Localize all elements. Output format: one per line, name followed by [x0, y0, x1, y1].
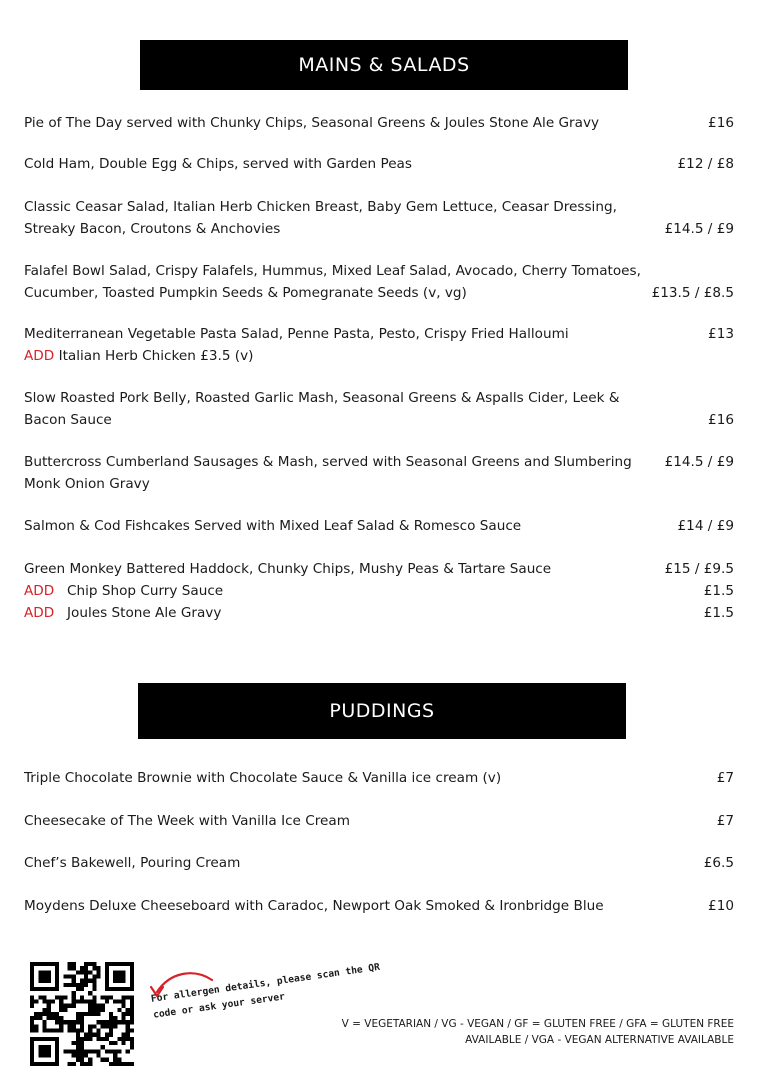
item-description: Buttercross Cumberland Sausages & Mash, served with Seasonal Greens and Slumbering Monk Onion Gravy	[24, 454, 632, 492]
add-on-text: Chip Shop Curry Sauce	[67, 583, 224, 599]
add-on-text: Italian Herb Chicken £3.5 (v)	[58, 348, 254, 364]
item-description: Moydens Deluxe Cheeseboard with Caradoc, Newport Oak Smoked & Ironbridge Blue	[24, 898, 604, 914]
item-description: Pie of The Day served with Chunky Chips, Seasonal Greens & Joules Stone Ale Gravy	[24, 115, 600, 131]
add-label: ADD	[24, 583, 55, 599]
menu-item	[24, 387, 734, 431]
item-price: £7	[716, 770, 734, 786]
menu-item	[24, 153, 734, 175]
qr-code-icon[interactable]	[30, 962, 134, 1066]
item-price: £13.5 / £8.5	[651, 285, 734, 301]
item-description: Cheesecake of The Week with Vanilla Ice Cream	[24, 813, 350, 829]
add-on-text: Joules Stone Ale Gravy	[67, 605, 222, 621]
item-price: £6.5	[703, 855, 734, 871]
menu-item	[24, 515, 734, 537]
item-description: Chef’s Bakewell, Pouring Cream	[24, 855, 241, 871]
puddings-heading	[138, 683, 626, 739]
item-price: £7	[716, 813, 734, 829]
allergen-note: For allergen details, please scan the QR code or ask your server	[150, 961, 381, 1021]
item-description: Salmon & Cod Fishcakes Served with Mixed Leaf Salad & Romesco Sauce	[24, 518, 522, 534]
item-description: Slow Roasted Pork Belly, Roasted Garlic Mash, Seasonal Greens & Aspalls Cider, Leek & Bacon Sauce	[24, 390, 620, 428]
menu-item	[24, 260, 734, 304]
item-price: £14 / £9	[677, 518, 734, 534]
menu-item	[24, 558, 734, 624]
menu-item	[24, 767, 734, 789]
menu-item	[24, 852, 734, 874]
item-price: £16	[708, 115, 734, 131]
item-price: £14.5 / £9	[664, 454, 734, 470]
item-description: Triple Chocolate Brownie with Chocolate Sauce & Vanilla ice cream (v)	[24, 770, 502, 786]
add-on-price: £1.5	[703, 583, 734, 599]
item-description: Mediterranean Vegetable Pasta Salad, Penne Pasta, Pesto, Crispy Fried Halloumi	[24, 326, 569, 342]
menu-item	[24, 451, 734, 495]
add-label: ADD	[24, 348, 55, 364]
add-label: ADD	[24, 605, 55, 621]
item-description: Classic Ceasar Salad, Italian Herb Chicken Breast, Baby Gem Lettuce, Ceasar Dressing, Streaky Bacon, Croutons & Anchovies	[24, 199, 617, 237]
item-price: £15 / £9.5	[664, 561, 734, 577]
menu-item	[24, 810, 734, 832]
add-on-line	[24, 580, 734, 602]
item-price: £14.5 / £9	[664, 221, 734, 237]
add-on-line	[24, 345, 253, 367]
item-price: £16	[708, 412, 734, 428]
item-price: £13	[708, 326, 734, 342]
item-price: £10	[708, 898, 734, 914]
item-description: Cold Ham, Double Egg & Chips, served with Garden Peas	[24, 156, 412, 172]
mains-salads-heading	[140, 40, 628, 90]
puddings-title: PUDDINGS	[329, 700, 435, 722]
menu-item	[24, 112, 734, 134]
menu-item	[24, 323, 734, 367]
menu-item	[24, 895, 734, 917]
item-description: Falafel Bowl Salad, Crispy Falafels, Hummus, Mixed Leaf Salad, Avocado, Cherry Tomatoes, Cucumber, Toasted Pumpkin Seeds & Pomegranate Seeds (v, vg)	[24, 263, 641, 301]
mains-salads-title: MAINS & SALADS	[298, 54, 470, 76]
add-on-price: £1.5	[703, 605, 734, 621]
item-description: Green Monkey Battered Haddock, Chunky Chips, Mushy Peas & Tartare Sauce	[24, 561, 552, 577]
dietary-legend: V = VEGETARIAN / VG - VEGAN / GF = GLUTEN FREE / GFA = GLUTEN FREE AVAILABLE / VGA - VEGAN ALTERNATIVE AVAILABLE	[341, 1018, 734, 1046]
item-price: £12 / £8	[677, 156, 734, 172]
add-on-line	[24, 602, 734, 624]
menu-item	[24, 196, 734, 240]
